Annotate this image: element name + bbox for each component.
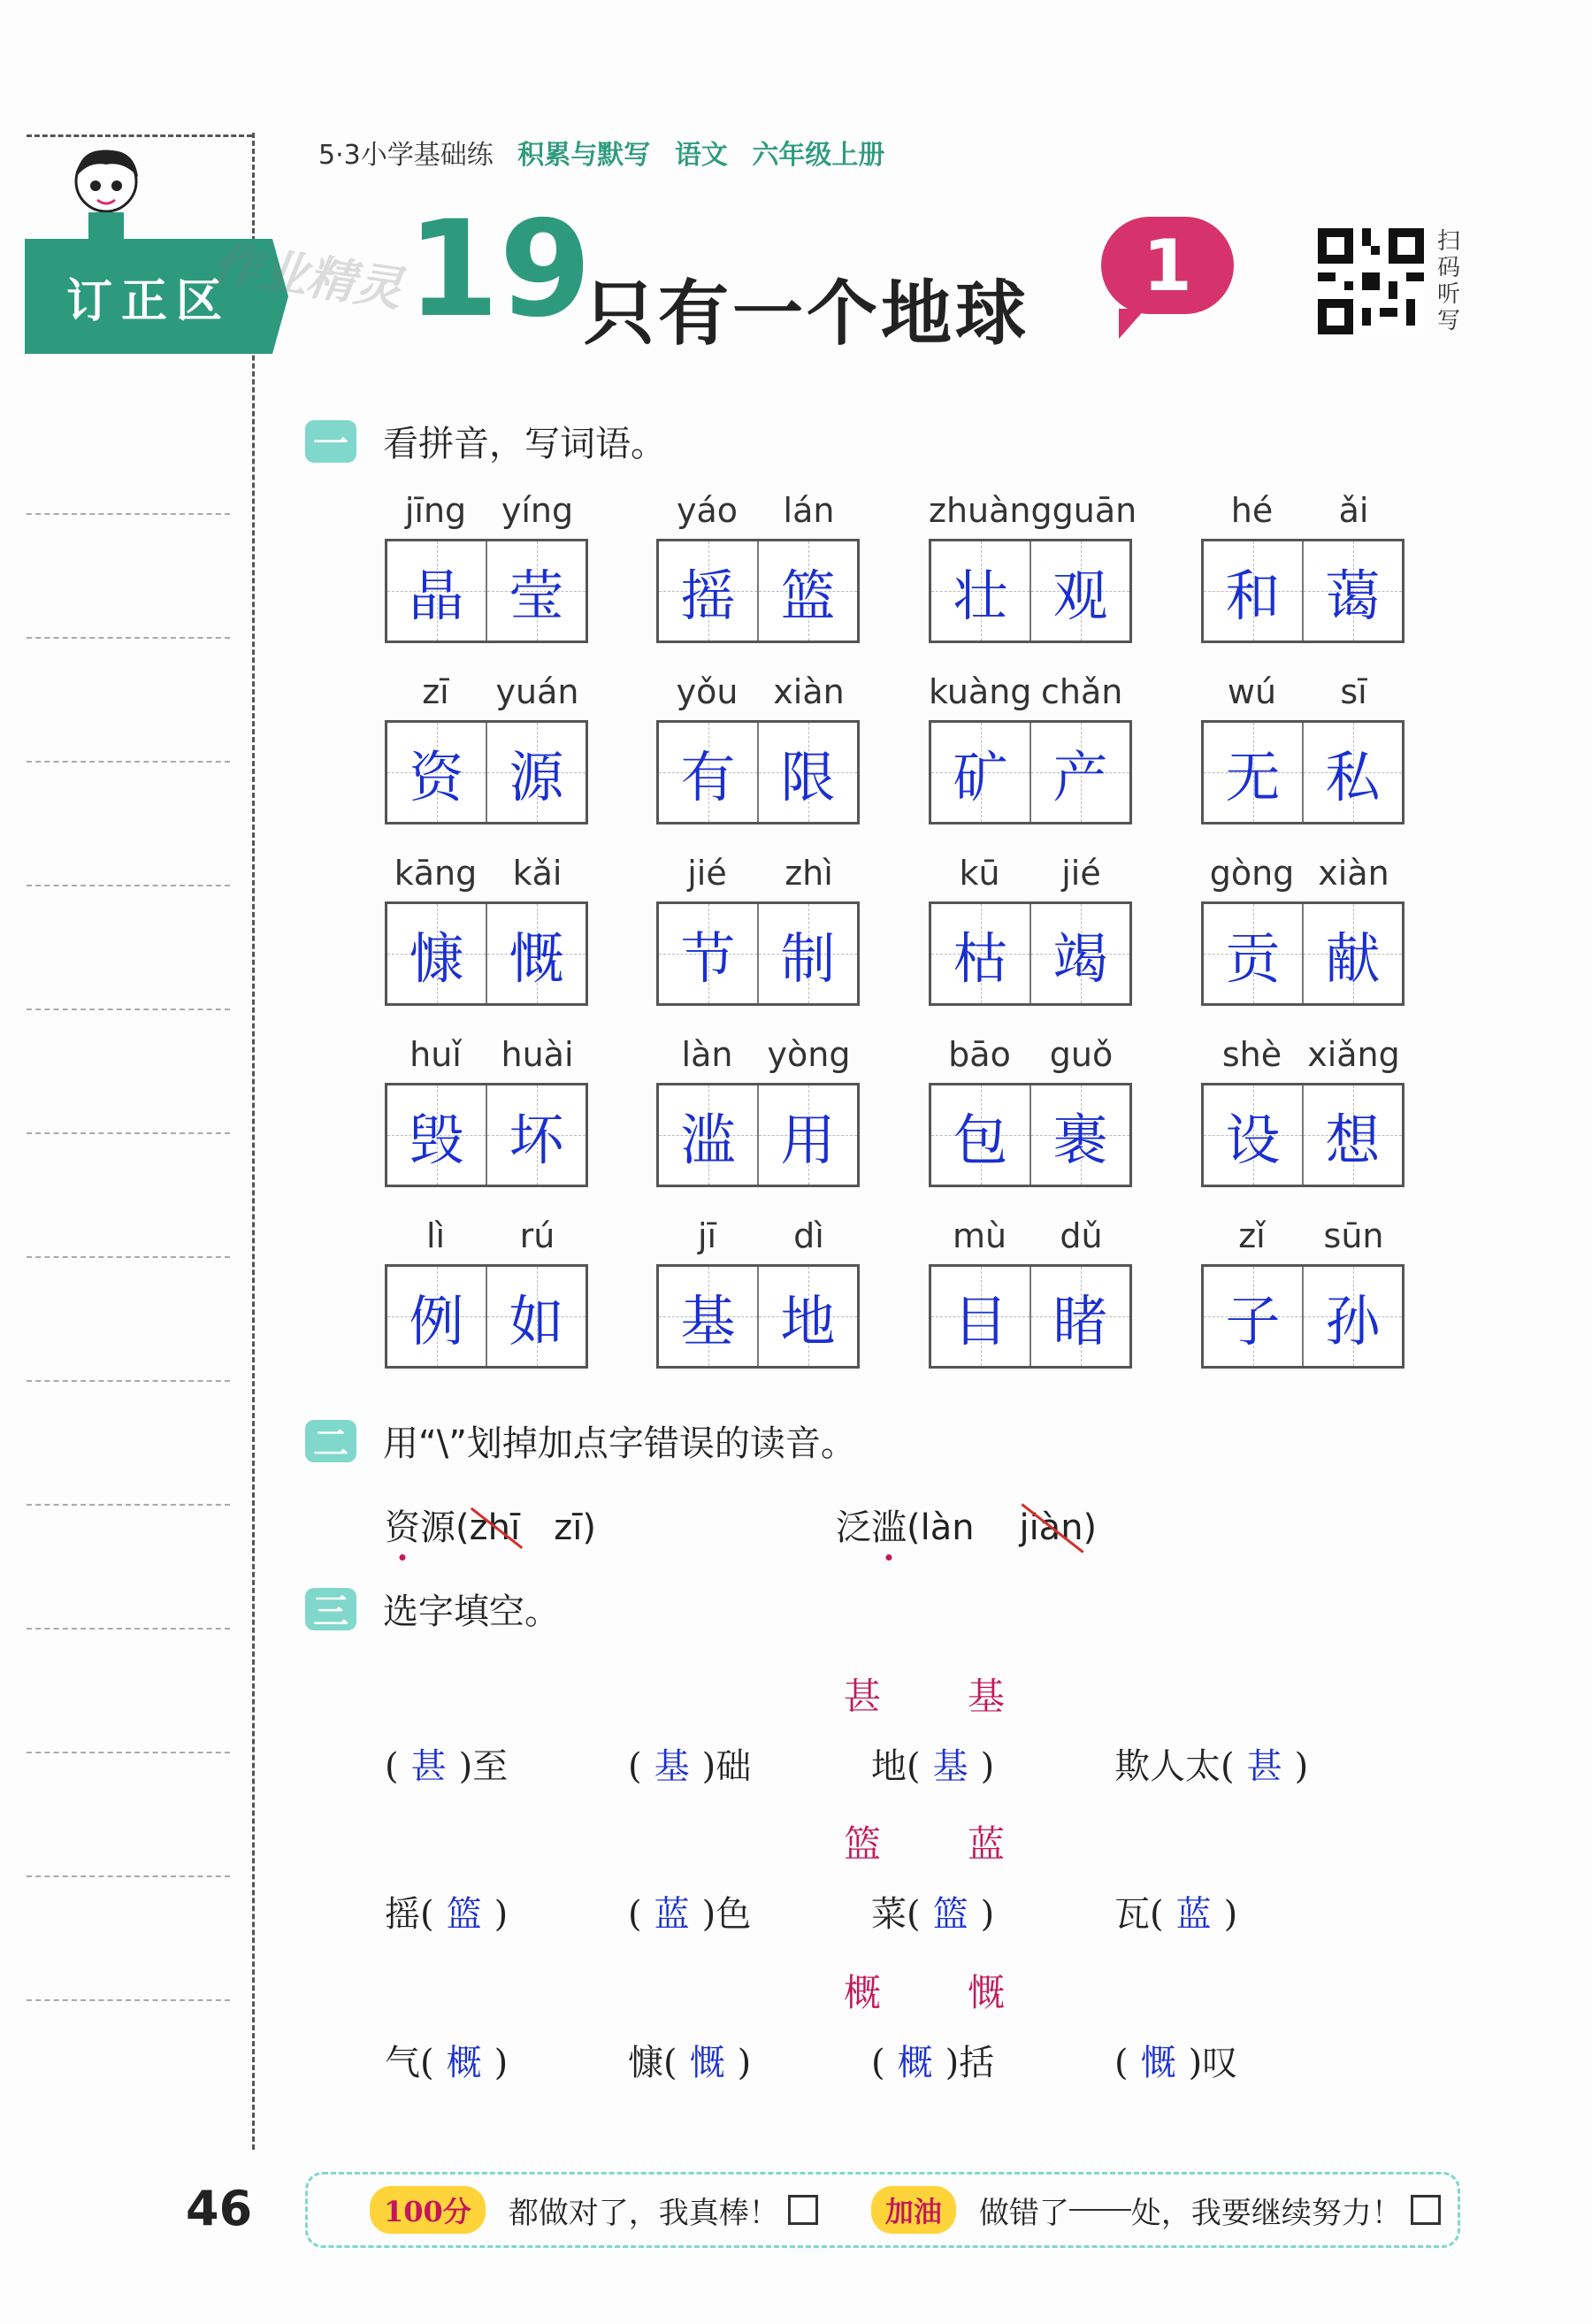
fill-blank-item — [871, 1886, 994, 1937]
all-correct-checkbox[interactable] — [788, 2195, 818, 2225]
pinyin-word-item — [929, 491, 1137, 643]
correction-line — [27, 1875, 230, 1877]
blank-answer[interactable]: 蓝 — [1175, 1894, 1212, 1935]
pinyin-word-item — [929, 1216, 1132, 1369]
pinyin-syllable: wú — [1227, 672, 1277, 711]
writing-boxes — [656, 539, 860, 643]
handwritten-char: 无 — [1225, 744, 1281, 809]
pinyin-syllable: jī — [697, 1216, 717, 1255]
section-3-heading — [305, 1584, 560, 1634]
handwritten-char: 献 — [1325, 925, 1381, 991]
correction-line — [27, 1999, 230, 2001]
pinyin-row — [385, 1216, 588, 1264]
pinyin-syllable: jié — [687, 854, 727, 893]
writing-box[interactable] — [659, 541, 757, 640]
pinyin-row — [656, 1216, 860, 1264]
writing-box[interactable] — [1302, 541, 1402, 640]
pinyin-row — [385, 491, 588, 539]
pinyin-syllable: jié — [1061, 854, 1101, 893]
blank-prefix: ( — [385, 1746, 399, 1787]
pinyin-row — [929, 672, 1132, 720]
section-title: 看拼音，写词语。 — [383, 424, 666, 464]
pinyin-syllable: mù — [952, 1216, 1007, 1255]
handwritten-char: 私 — [1325, 744, 1381, 809]
blank-answer[interactable]: 概 — [897, 2043, 933, 2083]
writing-boxes — [929, 539, 1132, 643]
struck-pinyin: jiàn — [1019, 1507, 1083, 1548]
pronunciation-item: 泛滥(làn jiàn) — [836, 1507, 1098, 1548]
writing-box[interactable] — [1204, 904, 1302, 1003]
pinyin-row — [929, 854, 1132, 901]
writing-box[interactable] — [659, 1085, 757, 1185]
score-badge: 100分 — [370, 2186, 486, 2234]
writing-box[interactable] — [1029, 1085, 1129, 1185]
pinyin-syllable: ǎi — [1338, 491, 1369, 530]
pinyin-syllable: huǐ — [409, 1035, 462, 1074]
writing-box[interactable] — [1204, 1267, 1302, 1366]
pinyin-syllable: yáo — [676, 491, 739, 530]
pinyin-syllable: huài — [501, 1035, 574, 1074]
mistakes-text-start: 做错了 — [978, 2195, 1069, 2231]
pinyin-syllable: kǎi — [512, 854, 563, 893]
blank-answer[interactable]: 甚 — [410, 1746, 447, 1787]
struck-pinyin: zhī — [469, 1507, 521, 1548]
fill-blank-item — [1114, 1738, 1308, 1789]
writing-boxes — [1201, 1083, 1404, 1187]
pinyin-syllable: zhì — [785, 854, 833, 893]
choice-char: 概 — [843, 1971, 881, 2014]
pinyin-word-item — [929, 854, 1132, 1006]
writing-box[interactable] — [1204, 1085, 1302, 1185]
pinyin-syllable: gòng — [1209, 854, 1295, 893]
handwritten-char: 矿 — [953, 744, 1008, 809]
pinyin-word-item — [656, 1216, 860, 1369]
pinyin-row — [385, 854, 588, 901]
handwritten-char: 慷 — [409, 925, 464, 991]
word-char: 源 — [420, 1507, 455, 1548]
handwritten-char: 基 — [680, 1288, 736, 1354]
writing-box[interactable] — [931, 723, 1029, 822]
fill-blank-item — [1114, 2035, 1237, 2085]
blank-suffix: )叹 — [1188, 2043, 1238, 2083]
handwritten-char: 毁 — [409, 1107, 464, 1172]
pinyin-syllable: zī — [422, 672, 449, 711]
pinyin-syllable: sī — [1340, 672, 1367, 711]
writing-boxes — [656, 901, 860, 1006]
handwritten-char: 晶 — [409, 563, 464, 628]
blank-suffix: ) — [494, 1894, 509, 1935]
correction-area-label: 订正区 — [25, 239, 272, 354]
pinyin-row — [385, 672, 588, 720]
correction-column — [27, 133, 255, 2150]
blank-suffix: )础 — [701, 1746, 752, 1787]
blank-prefix: ( — [628, 1746, 642, 1787]
writing-box[interactable] — [757, 541, 857, 640]
blank-suffix: ) — [980, 1894, 995, 1935]
writing-box[interactable] — [757, 1267, 857, 1366]
handwritten-char: 慨 — [509, 925, 564, 991]
correction-line — [27, 1628, 230, 1630]
pinyin-syllable: hé — [1230, 491, 1274, 530]
writing-boxes — [385, 720, 588, 825]
writing-box[interactable] — [931, 541, 1029, 640]
pinyin-syllable: dǔ — [1060, 1216, 1103, 1255]
dotted-char: 资 — [385, 1507, 420, 1548]
handwritten-char: 篮 — [780, 563, 836, 628]
pinyin-row — [385, 1035, 588, 1083]
writing-box[interactable] — [1029, 723, 1129, 822]
blank-prefix: 地( — [871, 1746, 921, 1787]
handwritten-char: 子 — [1225, 1288, 1281, 1354]
writing-box[interactable] — [486, 1267, 586, 1366]
correction-line — [27, 1380, 230, 1382]
fill-blank-item — [385, 1886, 508, 1937]
blank-prefix: 慷( — [628, 2043, 677, 2083]
pinyin-row — [1201, 854, 1404, 901]
blank-answer[interactable]: 概 — [446, 2043, 482, 2083]
pinyin-word-item — [385, 491, 588, 643]
correct-pinyin: zī — [554, 1507, 583, 1548]
keep-trying-checkbox[interactable] — [1411, 2195, 1441, 2225]
handwritten-char: 地 — [780, 1288, 836, 1354]
writing-box[interactable] — [931, 1085, 1029, 1185]
subject-name: 语文 — [674, 140, 728, 171]
correction-line — [27, 1009, 230, 1010]
series-name: 5·3小学基础练 — [318, 140, 494, 171]
pinyin-syllable: kāng — [394, 854, 478, 893]
writing-box[interactable] — [486, 541, 586, 640]
pinyin-row — [656, 672, 860, 720]
pinyin-word-item — [656, 672, 860, 825]
writing-box[interactable] — [387, 904, 486, 1003]
pinyin-syllable: xiǎng — [1307, 1035, 1400, 1074]
blank-suffix: ) — [494, 2043, 509, 2083]
pinyin-row — [656, 491, 860, 539]
pinyin-syllable: dì — [793, 1216, 824, 1255]
writing-boxes — [1201, 901, 1404, 1006]
writing-box[interactable] — [659, 723, 757, 822]
blank-suffix: ) — [980, 1746, 995, 1787]
correction-top-border — [27, 134, 252, 137]
grade-name: 六年级上册 — [752, 140, 885, 171]
blank-prefix: 气( — [385, 2043, 434, 2083]
writing-box[interactable] — [1029, 904, 1129, 1003]
pinyin-syllable: yuán — [495, 672, 579, 711]
pinyin-syllable: bāo — [948, 1035, 1011, 1074]
pinyin-row — [656, 854, 860, 901]
writing-box[interactable] — [757, 1085, 857, 1185]
writing-box[interactable] — [486, 1085, 586, 1185]
blank-answer[interactable]: 篮 — [446, 1894, 482, 1935]
writing-box[interactable] — [1204, 723, 1302, 822]
pinyin-row — [929, 1035, 1132, 1083]
mascot-icon — [62, 142, 150, 239]
self-check-bar — [305, 2172, 1460, 2248]
correction-line — [27, 1256, 230, 1258]
handwritten-char: 产 — [1052, 744, 1108, 809]
fill-blank-item — [385, 2035, 508, 2085]
handwritten-char: 设 — [1225, 1107, 1281, 1172]
pinyin-word-item — [929, 1035, 1132, 1187]
section-number-badge: 二 — [305, 1420, 356, 1462]
writing-box[interactable] — [1302, 1267, 1402, 1366]
handwritten-char: 例 — [409, 1288, 464, 1354]
correct-pinyin: làn — [920, 1507, 975, 1548]
handwritten-char: 用 — [780, 1107, 836, 1172]
handwritten-char: 资 — [409, 744, 464, 809]
pinyin-word-item — [1201, 1216, 1404, 1369]
section-title: 选字填空。 — [383, 1592, 560, 1632]
fill-blank-item — [871, 1738, 994, 1789]
writing-box[interactable] — [659, 904, 757, 1003]
fill-blank-item — [385, 1738, 508, 1789]
mistake-count-blank[interactable] — [1069, 2209, 1131, 2211]
pinyin-word-item — [385, 854, 588, 1006]
blank-answer[interactable]: 蓝 — [654, 1894, 690, 1935]
pinyin-syllable: xiàn — [773, 672, 845, 711]
writing-box[interactable] — [931, 1267, 1029, 1366]
writing-box[interactable] — [1029, 541, 1129, 640]
writing-boxes — [385, 901, 588, 1006]
pinyin-row — [929, 491, 1137, 539]
pinyin-row — [1201, 1216, 1404, 1264]
blank-prefix: ( — [871, 2043, 885, 2083]
lesson-part-badge: 1 — [1101, 217, 1234, 314]
handwritten-char: 源 — [509, 744, 564, 809]
handwritten-char: 坏 — [509, 1107, 564, 1172]
correction-line — [27, 1752, 230, 1753]
blank-answer[interactable]: 基 — [932, 1746, 968, 1787]
pinyin-syllable: kuàng — [929, 672, 1032, 711]
blank-suffix: )色 — [701, 1894, 752, 1935]
writing-boxes — [929, 901, 1132, 1006]
pinyin-word-item — [656, 1035, 860, 1187]
word-char: 泛 — [836, 1507, 871, 1548]
book-name: 积累与默写 — [517, 140, 651, 171]
writing-boxes — [385, 539, 588, 643]
choice-char: 慨 — [967, 1971, 1005, 2014]
handwritten-char: 节 — [680, 925, 736, 991]
pinyin-row — [1201, 1035, 1404, 1083]
pinyin-word-item — [385, 1035, 588, 1187]
pinyin-word-item — [929, 672, 1132, 825]
all-correct-text: 都做对了，我真棒！ — [508, 2195, 779, 2231]
handwritten-char: 目 — [953, 1288, 1008, 1354]
pinyin-word-item — [385, 1216, 588, 1369]
handwritten-char: 如 — [509, 1288, 564, 1354]
correction-line — [27, 513, 230, 515]
handwritten-char: 摇 — [680, 563, 736, 628]
page-number: 46 — [186, 2181, 253, 2236]
fill-blank-item — [1114, 1886, 1237, 1937]
blank-answer[interactable]: 慨 — [1140, 2043, 1176, 2083]
pinyin-word-item — [1201, 854, 1404, 1006]
handwritten-char: 有 — [680, 744, 736, 809]
mistakes-text-end: 处，我要继续努力！ — [1130, 2195, 1402, 2231]
correction-line — [27, 637, 230, 639]
writing-boxes — [929, 720, 1132, 825]
pinyin-word-item — [1201, 1035, 1404, 1187]
writing-box[interactable] — [1302, 1085, 1402, 1185]
choice-char: 蓝 — [967, 1822, 1005, 1866]
writing-box[interactable] — [659, 1267, 757, 1366]
pinyin-syllable: lán — [783, 491, 835, 530]
pinyin-word-item — [656, 491, 860, 643]
pinyin-syllable: làn — [681, 1035, 733, 1074]
section-number-badge: 一 — [305, 420, 356, 463]
pinyin-row — [1201, 672, 1404, 720]
writing-boxes — [1201, 1264, 1404, 1369]
blank-answer[interactable]: 甚 — [1246, 1746, 1282, 1787]
handwritten-char: 想 — [1325, 1107, 1381, 1172]
pinyin-syllable: shè — [1221, 1035, 1282, 1074]
handwritten-char: 蔼 — [1325, 563, 1381, 628]
pinyin-syllable: guǒ — [1049, 1035, 1114, 1074]
writing-box[interactable] — [1204, 541, 1302, 640]
pinyin-word-item — [385, 672, 588, 825]
writing-box[interactable] — [757, 904, 857, 1003]
handwritten-char: 和 — [1225, 563, 1281, 628]
blank-answer[interactable]: 篮 — [932, 1894, 968, 1935]
writing-boxes — [929, 1083, 1132, 1187]
correction-line — [27, 1132, 230, 1134]
pinyin-syllable: yòng — [767, 1035, 851, 1074]
choice-char: 基 — [967, 1675, 1005, 1718]
handwritten-char: 莹 — [509, 563, 564, 628]
handwritten-char: 壮 — [953, 563, 1008, 628]
writing-boxes — [656, 720, 860, 825]
handwritten-char: 贡 — [1225, 925, 1281, 991]
pinyin-row — [1201, 491, 1404, 539]
pinyin-syllable: rú — [519, 1216, 555, 1255]
fill-blank-item — [628, 1886, 751, 1937]
handwritten-char: 滥 — [680, 1107, 736, 1172]
fill-blank-item — [871, 2035, 994, 2085]
writing-box[interactable] — [387, 723, 486, 822]
writing-boxes — [1201, 539, 1404, 643]
blank-suffix: ) — [1223, 1894, 1238, 1935]
fill-blank-item — [628, 2035, 751, 2085]
handwritten-char: 观 — [1052, 563, 1108, 628]
correction-line — [27, 1504, 230, 1506]
pinyin-syllable: kū — [959, 854, 1000, 893]
blank-prefix: 欺人太( — [1114, 1746, 1235, 1787]
book-header — [318, 133, 900, 172]
handwritten-char: 制 — [780, 925, 836, 991]
section-number-badge: 三 — [305, 1588, 356, 1630]
blank-suffix: ) — [737, 2043, 752, 2083]
blank-prefix: ( — [1114, 2043, 1129, 2083]
choice-char: 篮 — [843, 1822, 881, 1866]
blank-answer[interactable]: 基 — [654, 1746, 690, 1787]
blank-suffix: )至 — [458, 1746, 509, 1787]
writing-boxes — [656, 1083, 860, 1187]
section-1-heading — [305, 416, 666, 466]
character-choices — [800, 1815, 1048, 1868]
blank-prefix: ( — [628, 1894, 642, 1935]
writing-boxes — [1201, 720, 1404, 825]
character-choices — [800, 1668, 1048, 1721]
blank-suffix: )括 — [945, 2043, 995, 2083]
handwritten-char: 枯 — [953, 925, 1008, 991]
blank-suffix: ) — [1294, 1746, 1309, 1787]
handwritten-char: 限 — [780, 744, 836, 809]
correction-line — [27, 761, 230, 763]
pinyin-word-item — [656, 854, 860, 1006]
qr-code-icon[interactable] — [1318, 228, 1424, 334]
handwritten-char: 包 — [953, 1107, 1008, 1172]
writing-boxes — [929, 1264, 1132, 1369]
pinyin-syllable: guān — [1052, 491, 1137, 530]
writing-box[interactable] — [1302, 904, 1402, 1003]
writing-box[interactable] — [931, 904, 1029, 1003]
writing-box[interactable] — [387, 1267, 486, 1366]
writing-box[interactable] — [1302, 723, 1402, 822]
lesson-number: 19 — [407, 193, 592, 347]
fill-blank-item — [628, 1738, 751, 1789]
handwritten-char: 裹 — [1052, 1107, 1108, 1172]
writing-boxes — [385, 1083, 588, 1187]
writing-box[interactable] — [387, 1085, 486, 1185]
blank-prefix: 瓦( — [1114, 1894, 1164, 1935]
handwritten-char: 竭 — [1052, 925, 1108, 991]
pinyin-word-item — [1201, 672, 1404, 825]
pinyin-syllable: lì — [425, 1216, 446, 1255]
blank-prefix: 菜( — [871, 1894, 921, 1935]
writing-box[interactable] — [757, 723, 857, 822]
writing-box[interactable] — [486, 904, 586, 1003]
character-choices — [800, 1964, 1048, 2017]
writing-box[interactable] — [486, 723, 586, 822]
correction-line — [27, 885, 230, 886]
pinyin-row — [656, 1035, 860, 1083]
choice-char: 甚 — [843, 1675, 881, 1718]
pinyin-syllable: jīng — [404, 491, 467, 530]
section-2-heading — [305, 1415, 856, 1466]
pinyin-syllable: yǒu — [676, 672, 739, 711]
pinyin-syllable: chǎn — [1041, 672, 1123, 711]
cheer-badge: 加油 — [871, 2186, 956, 2234]
pinyin-syllable: yíng — [501, 491, 574, 530]
blank-prefix: 摇( — [385, 1894, 434, 1935]
handwritten-char: 孙 — [1325, 1288, 1381, 1354]
writing-box[interactable] — [387, 541, 486, 640]
pinyin-row — [929, 1216, 1132, 1264]
pinyin-syllable: sūn — [1323, 1216, 1384, 1255]
writing-boxes — [385, 1264, 588, 1369]
pinyin-word-item — [1201, 491, 1404, 643]
watermark: 作业精灵 — [209, 235, 406, 318]
blank-answer[interactable]: 慨 — [689, 2043, 725, 2083]
pinyin-syllable: xiàn — [1318, 854, 1389, 893]
dotted-char: 滥 — [871, 1507, 907, 1548]
lesson-title: 只有一个地球 — [584, 272, 1029, 355]
pronunciation-item: 资源(zhī zī) — [385, 1507, 596, 1548]
writing-boxes — [656, 1264, 860, 1369]
scan-to-listen-label: 扫码听写 — [1437, 228, 1461, 334]
writing-box[interactable] — [1029, 1267, 1129, 1366]
section-title: 用“\”划掉加点字错误的读音。 — [383, 1423, 856, 1464]
pinyin-syllable: zǐ — [1238, 1216, 1266, 1255]
pinyin-syllable: zhuàng — [929, 491, 1052, 530]
handwritten-char: 睹 — [1052, 1288, 1108, 1354]
